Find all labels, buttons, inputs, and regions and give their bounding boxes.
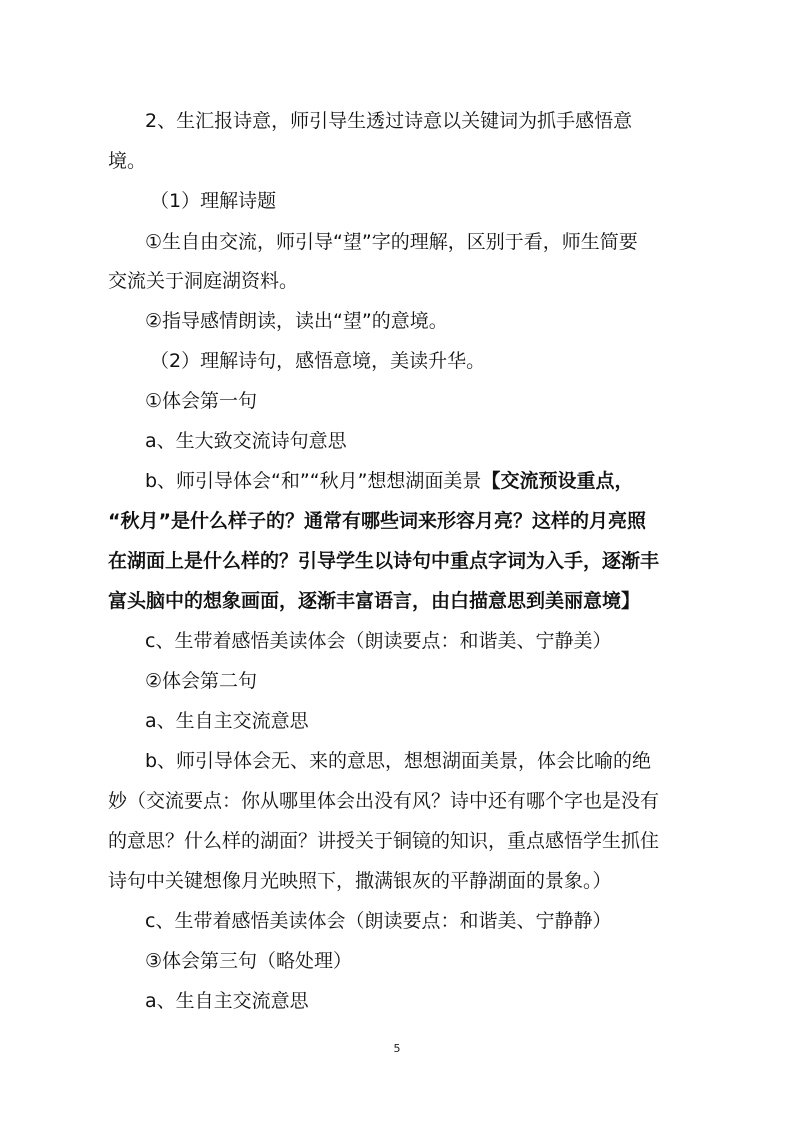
section-heading-poem-lines: （2）理解诗句，感悟意境，美读升华。 bbox=[150, 350, 486, 372]
paragraph-line-4: ①生自由交流，师引导“望”字的理解，区别于看，师生简要 bbox=[145, 231, 638, 253]
page-number: 5 bbox=[393, 1042, 401, 1055]
list-item-b-1-bold-note: 【交流预设重点， bbox=[481, 470, 634, 492]
subheading-first-line: ①体会第一句 bbox=[145, 390, 258, 412]
paragraph-line-1: 2、生汇报诗意，师引导生透过诗意以关键词为抓手感悟意 bbox=[145, 110, 633, 132]
list-item-b-2: b、师引导体会无、来的意思，想想湖面美景，体会比喻的绝 bbox=[145, 750, 652, 772]
paragraph-line-6: ②指导感情朗读，读出“望”的意境。 bbox=[145, 310, 448, 332]
list-item-c-1: c、生带着感悟美读体会（朗读要点：和谐美、宁静美） bbox=[145, 630, 612, 652]
subheading-second-line: ②体会第二句 bbox=[145, 670, 258, 692]
list-item-a-1: a、生大致交流诗句意思 bbox=[145, 430, 347, 452]
subheading-third-line: ③体会第三句（略处理） bbox=[145, 950, 353, 972]
section-heading-poem-title: （1）理解诗题 bbox=[150, 190, 277, 212]
paragraph-line-5: 交流关于洞庭湖资料。 bbox=[108, 270, 299, 292]
list-item-a-3: a、生自主交流意思 bbox=[145, 990, 309, 1012]
bold-note-line-2: “秋月”是什么样子的？通常有哪些词来形容月亮？这样的月亮照 bbox=[108, 510, 646, 532]
paragraph-line-20: 的意思？什么样的湖面？讲授关于铜镜的知识，重点感悟学生抓住 bbox=[108, 830, 660, 852]
paragraph-line-19: 妙（交流要点：你从哪里体会出没有风？诗中还有哪个字也是没有 bbox=[108, 790, 660, 812]
paragraph-line-2: 境。 bbox=[108, 150, 147, 172]
list-item-a-2: a、生自主交流意思 bbox=[145, 710, 309, 732]
list-item-c-2: c、生带着感悟美读体会（朗读要点：和谐美、宁静静） bbox=[145, 910, 612, 932]
bold-note-line-3: 在湖面上是什么样的？引导学生以诗句中重点字词为入手，逐渐丰 bbox=[108, 550, 660, 572]
list-item-b-1 bbox=[145, 469, 633, 493]
bold-note-line-4: 富头脑中的想象画面，逐渐丰富语言，由白描意思到美丽意境】 bbox=[108, 590, 641, 612]
paragraph-line-21: 诗句中关键想像月光映照下，撒满银灰的平静湖面的景象。） bbox=[108, 870, 612, 892]
list-item-b-1-text: b、师引导体会“和”“秋月”想想湖面美景 bbox=[145, 470, 482, 492]
